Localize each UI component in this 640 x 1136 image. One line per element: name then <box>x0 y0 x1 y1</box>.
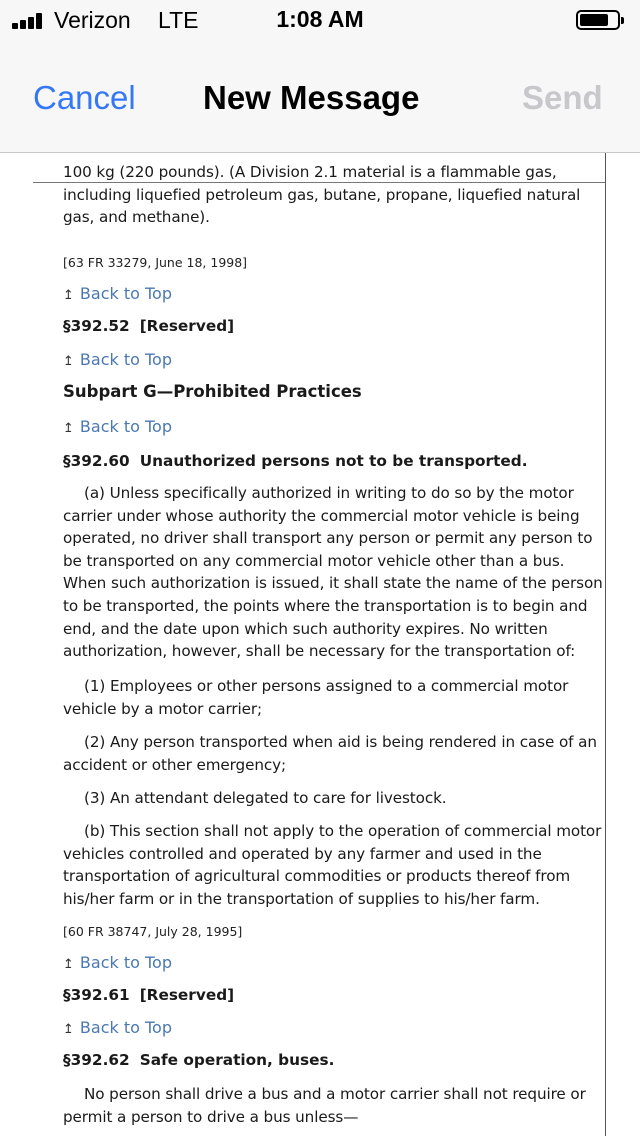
back-to-top-label: Back to Top <box>79 953 172 972</box>
navigation-bar <box>0 44 640 153</box>
cancel-button[interactable]: Cancel <box>33 79 136 116</box>
back-to-top-icon: ↥ <box>63 288 74 303</box>
back-to-top-icon: ↥ <box>63 421 74 436</box>
back-to-top-label: Back to Top <box>79 1018 172 1037</box>
battery-icon <box>576 10 620 30</box>
status-bar <box>0 0 640 44</box>
back-to-top-label: Back to Top <box>79 350 172 369</box>
citation: [60 FR 38747, July 28, 1995] <box>63 924 243 939</box>
citation: [63 FR 33279, June 18, 1998] <box>63 255 248 270</box>
back-to-top-icon: ↥ <box>63 354 74 369</box>
back-to-top-label: Back to Top <box>79 284 172 303</box>
network-type: LTE <box>158 7 199 33</box>
paragraph-a: (a) Unless specifically authorized in writing to do so by the motor carrier under whose authority the commercial motor vehicle is being operated, no driver shall transport any person or permit any person to be transported on any commercial motor vehicle other than a bus. When such authorization is issued, it shall state the name of the person to be transported, the points where the transportation is to begin and end, and the date upon which such authority expires. No written authorization, however, shall be necessary for the transportation of: <box>63 484 603 661</box>
section-heading-392-52: §392.52 [Reserved] <box>63 317 235 335</box>
back-to-top-link[interactable] <box>63 1018 172 1037</box>
send-button[interactable]: Send <box>522 79 603 116</box>
message-body-document[interactable] <box>33 153 606 1136</box>
subpart-heading: Subpart G—Prohibited Practices <box>63 382 362 401</box>
section-heading-392-61: §392.61 [Reserved] <box>63 986 235 1004</box>
section-heading-392-62: §392.62 Safe operation, buses. <box>63 1051 335 1069</box>
back-to-top-link[interactable] <box>63 284 172 303</box>
carrier-name: Verizon <box>54 7 131 33</box>
back-to-top-label: Back to Top <box>79 417 172 436</box>
text-line: gas, and methane). <box>63 208 210 227</box>
paragraph-3: (3) An attendant delegated to care for livestock. <box>84 789 447 807</box>
page-title: New Message <box>203 79 420 116</box>
text-line: including liquefied petroleum gas, butane, propane, liquefied natural <box>63 185 581 204</box>
back-to-top-icon: ↥ <box>63 957 74 972</box>
paragraph-bus: No person shall drive a bus and a motor carrier shall not require or permit a person to drive a bus unless— <box>63 1085 586 1126</box>
back-to-top-link[interactable] <box>63 350 172 369</box>
back-to-top-link[interactable] <box>63 953 172 972</box>
paragraph-2: (2) Any person transported when aid is being rendered in case of an accident or other emergency; <box>63 733 597 774</box>
status-time: 1:08 AM <box>276 6 364 32</box>
section-heading-392-60: §392.60 Unauthorized persons not to be transported. <box>63 452 528 470</box>
paragraph-1: (1) Employees or other persons assigned to a commercial motor vehicle by a motor carrier; <box>63 677 569 718</box>
text-line: 100 kg (220 pounds). (A Division 2.1 material is a flammable gas, <box>63 163 557 181</box>
paragraph-fragment <box>63 161 603 229</box>
paragraph-b: (b) This section shall not apply to the operation of commercial motor vehicles controlled and operated by any farmer and used in the transportation of agricultural commodities or products thereof from his/her farm or in the transportation of supplies to his/her farm. <box>63 822 602 908</box>
back-to-top-icon: ↥ <box>63 1022 74 1037</box>
back-to-top-link[interactable] <box>63 417 172 436</box>
